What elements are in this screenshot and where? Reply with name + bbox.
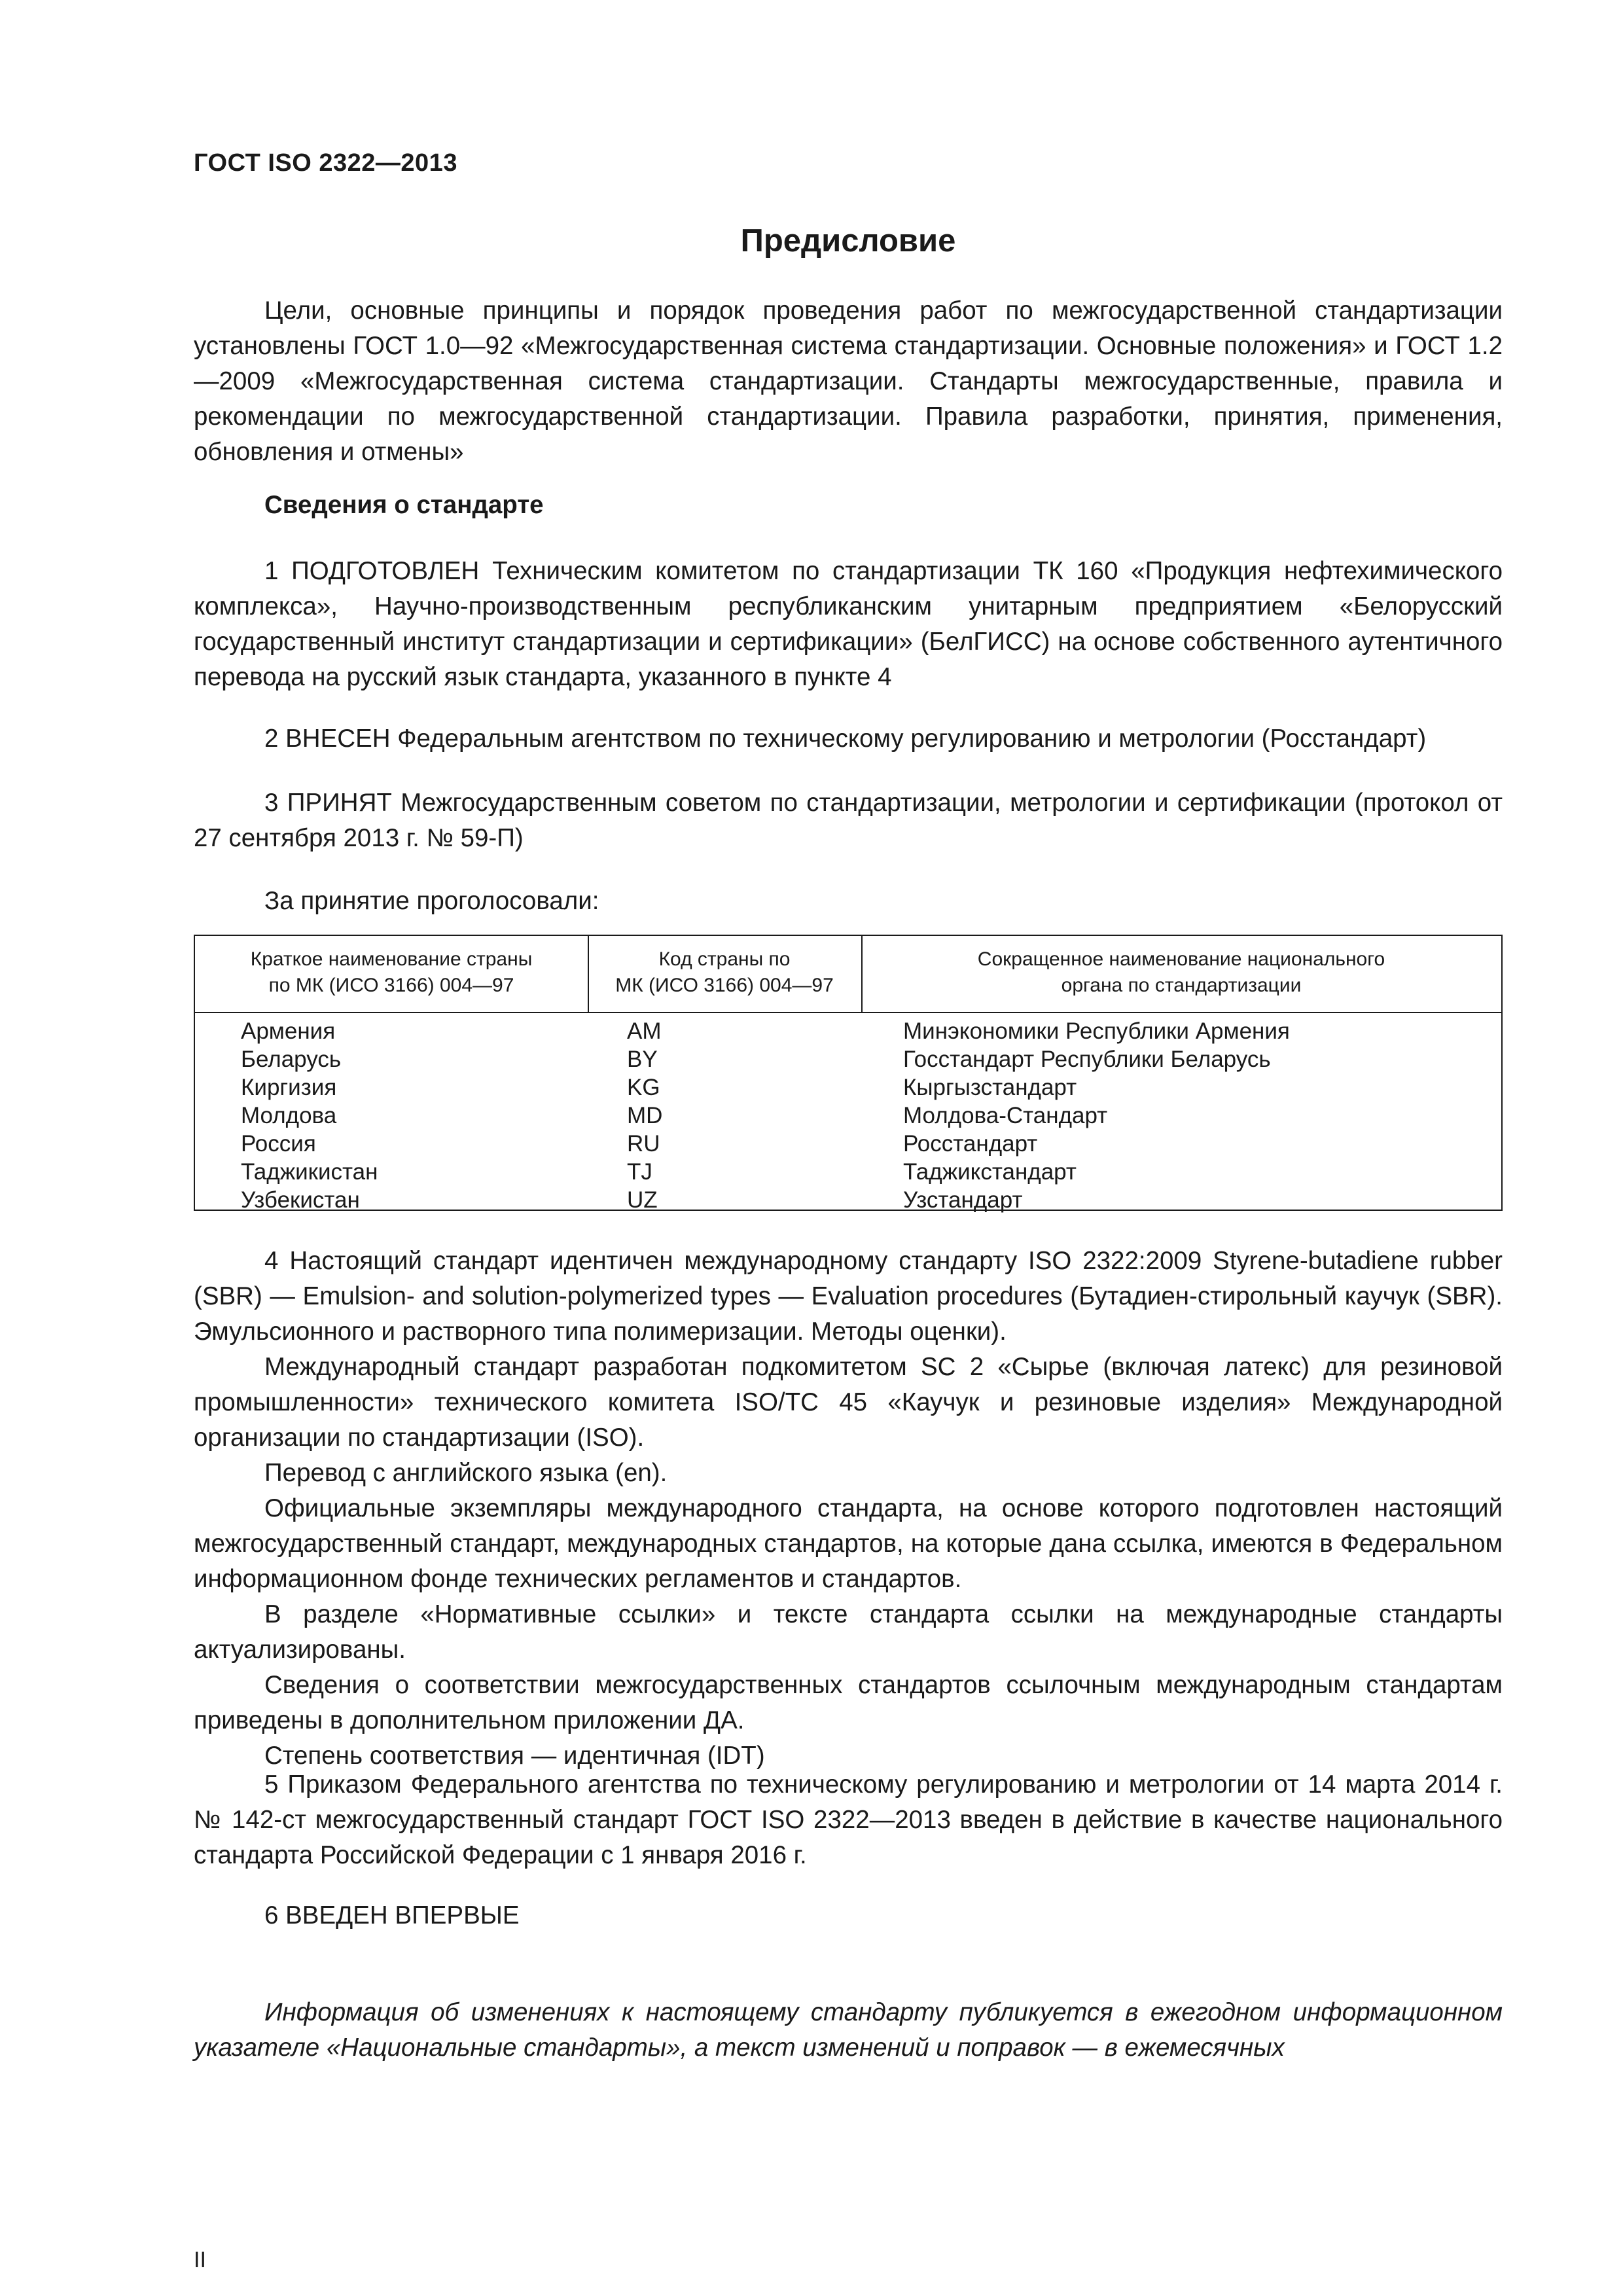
item-1-block bbox=[194, 554, 1503, 695]
code-cell: BY bbox=[627, 1047, 658, 1072]
table-row bbox=[195, 1158, 1501, 1186]
item-6-paragraph: 6 ВВЕДЕН ВПЕРВЫЕ bbox=[264, 1901, 520, 1929]
document-header: ГОСТ ISO 2322—2013 bbox=[194, 149, 457, 177]
country-cell: Беларусь bbox=[241, 1047, 342, 1072]
footer-note: Информация об изменениях к настоящему стандарту публикуется в ежегодном информационном указателе «Национальные стандарты», а текст изменений и поправок — в ежемесячных bbox=[194, 1998, 1503, 2062]
header-line: Код страны по bbox=[658, 948, 791, 970]
table-row bbox=[195, 1017, 1501, 1045]
authority-cell: Госстандарт Республики Беларусь bbox=[903, 1047, 1271, 1072]
item-4-paragraph: 4 Настоящий стандарт идентичен международному стандарту ISO 2322:2009 Styrene-butadiene rubber (SBR) — Emulsion- and solution-polymerized types — Evaluation procedures (Бутадиен-стирольный каучук (SBR). Эмульсионного и растворного типа полимеризации. Методы оценки). bbox=[194, 1247, 1503, 1346]
footer-note-block bbox=[194, 1995, 1503, 2066]
item-2-paragraph: 2 ВНЕСЕН Федеральным агентством по техническому регулированию и метрологии (Росстандарт) bbox=[264, 725, 1427, 753]
header-line: органа по стандартизации bbox=[1061, 975, 1302, 996]
table-header-code bbox=[588, 946, 861, 999]
voting-table bbox=[194, 935, 1503, 1211]
country-cell: Таджикистан bbox=[241, 1159, 378, 1185]
header-line: Краткое наименование страны bbox=[250, 948, 533, 970]
item-3-block bbox=[194, 785, 1503, 856]
table-row bbox=[195, 1045, 1501, 1073]
subheading: Сведения о стандарте bbox=[264, 491, 544, 519]
table-row bbox=[195, 1186, 1501, 1214]
vote-intro: За принятие проголосовали: bbox=[264, 887, 599, 915]
table-header-country bbox=[195, 946, 588, 999]
item-4-paragraph: Степень соответствия — идентичная (IDT) bbox=[264, 1742, 765, 1770]
item-4-paragraph: Официальные экземпляры международного стандарта, на основе которого подготовлен настоящий межгосударственный стандарт, международных стандартов, на которые дана ссылка, имеются в Федеральном информационном фонде технических регламентов и стандартов. bbox=[194, 1494, 1503, 1593]
code-cell: MD bbox=[627, 1103, 663, 1128]
country-cell: Узбекистан bbox=[241, 1187, 360, 1213]
intro-paragraph-block bbox=[194, 293, 1503, 470]
country-cell: Армения bbox=[241, 1018, 336, 1044]
authority-cell: Молдова-Стандарт bbox=[903, 1103, 1108, 1128]
vote-intro-block bbox=[194, 884, 1503, 919]
item-4-paragraph: Сведения о соответствии межгосударственных стандартов ссылочным международным стандартам приведены в дополнительном приложении ДА. bbox=[194, 1671, 1503, 1734]
country-cell: Россия bbox=[241, 1131, 316, 1157]
item-4-paragraph: В разделе «Нормативные ссылки» и тексте стандарта ссылки на международные стандарты актуализированы. bbox=[194, 1600, 1503, 1664]
page-number: II bbox=[194, 2248, 206, 2272]
header-line: по МК (ИСО 3166) 004—97 bbox=[268, 975, 514, 996]
item-5-paragraph: 5 Приказом Федерального агентства по техническому регулированию и метрологии от 14 марта 2014 г. № 142-ст межгосударственный стандарт ГОСТ ISO 2322—2013 введен в действие в качестве национального стандарта Российской Федерации с 1 января 2016 г. bbox=[194, 1770, 1503, 1869]
authority-cell: Росстандарт bbox=[903, 1131, 1038, 1157]
table-header-authority bbox=[861, 946, 1501, 999]
document-page bbox=[194, 0, 1503, 2296]
country-cell: Молдова bbox=[241, 1103, 337, 1128]
table-row bbox=[195, 1102, 1501, 1130]
code-cell: RU bbox=[627, 1131, 660, 1157]
code-cell: TJ bbox=[627, 1159, 652, 1185]
item-3-paragraph: 3 ПРИНЯТ Межгосударственным советом по стандартизации, метрологии и сертификации (протокол от 27 сентября 2013 г. № 59-П) bbox=[194, 789, 1503, 852]
item-5-block bbox=[194, 1767, 1503, 1873]
country-cell: Киргизия bbox=[241, 1075, 337, 1100]
table-body bbox=[195, 1017, 1501, 1214]
code-cell: UZ bbox=[627, 1187, 658, 1213]
authority-cell: Узстандарт bbox=[903, 1187, 1023, 1213]
code-cell: KG bbox=[627, 1075, 660, 1100]
code-cell: AM bbox=[627, 1018, 662, 1044]
header-line: Сокращенное наименование национального bbox=[977, 948, 1385, 970]
item-4-paragraph: Международный стандарт разработан подкомитетом SC 2 «Сырье (включая латекс) для резиновой промышленности» технического комитета ISO/TC 45 «Каучук и резиновые изделия» Международной организации по стандартизации (ISO). bbox=[194, 1353, 1503, 1452]
item-6-block bbox=[194, 1898, 1503, 1933]
item-2-block bbox=[194, 721, 1503, 757]
intro-paragraph: Цели, основные принципы и порядок проведения работ по межгосударственной стандартизации установлены ГОСТ 1.0—92 «Межгосударственная система стандартизации. Основные положения» и ГОСТ 1.2—2009 «Межгосударственная система стандартизации. Стандарты межгосударственные, правила и рекомендации по межгосударственной стандартизации. Правила разработки, принятия, применения, обновления и отмены» bbox=[194, 296, 1503, 466]
authority-cell: Минэкономики Республики Армения bbox=[903, 1018, 1290, 1044]
authority-cell: Кыргызстандарт bbox=[903, 1075, 1077, 1100]
table-row bbox=[195, 1130, 1501, 1158]
item-4-block bbox=[194, 1244, 1503, 1774]
authority-cell: Таджикстандарт bbox=[903, 1159, 1077, 1185]
table-row bbox=[195, 1073, 1501, 1102]
item-4-paragraph: Перевод с английского языка (en). bbox=[264, 1459, 668, 1487]
header-line: МК (ИСО 3166) 004—97 bbox=[615, 975, 834, 996]
section-title: Предисловие bbox=[740, 223, 956, 259]
table-header-row bbox=[195, 936, 1501, 1013]
item-1-paragraph: 1 ПОДГОТОВЛЕН Техническим комитетом по стандартизации ТК 160 «Продукция нефтехимического комплекса», Научно-производственным республиканским унитарным предприятием «Белорусский государственный институт стандартизации и сертификации» (БелГИСС) на основе собственного аутентичного перевода на русский язык стандарта, указанного в пункте 4 bbox=[194, 557, 1503, 691]
